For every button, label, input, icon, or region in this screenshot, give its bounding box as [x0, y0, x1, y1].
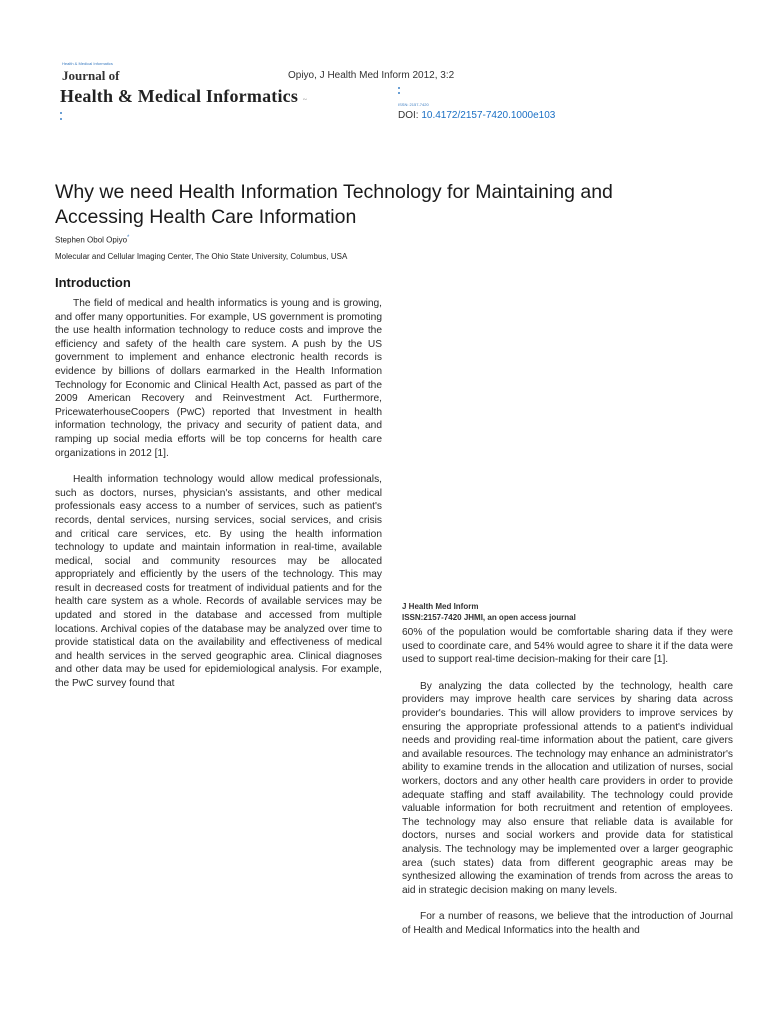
doi-link[interactable]: 10.4172/2157-7420.1000e103 [421, 110, 556, 121]
masthead-tiny-logo: Health & Medical Informatics [62, 61, 113, 66]
author-footnote-mark[interactable]: * [127, 235, 130, 241]
author-line [55, 235, 129, 245]
paragraph: Health information technology would allow medical professionals, such as doctors, nurses, physician's assistants, and other medical professionals easy access to a number of services, such as patient's records, dental services, nursing services, social services, and crisis and critical care services, etc. By using the health information technology to update and maintain information in real-time, available medical, social and community resources may be allocated appropriately and efficiently by the users of the technology. This may result in decreased costs for treatment of individual patients and for the health care system as a whole. Records of available services may be updated and stored in the database and accessed from multiple locations. Archival copies of the database may be analyzed over time to provide statistical data on the availability and effectiveness of medical and health services in the served geographic area. Clinical diagnoses and other data may be used for epidemiological analysis. For example, the PwC survey found that [55, 474, 382, 690]
issn-tiny: ISSN: 2157-7420 [398, 102, 429, 107]
journal-name [60, 86, 307, 107]
masthead-dot [60, 112, 62, 114]
doi-row [398, 110, 555, 121]
author-name: Stephen Obol Opiyo [55, 235, 128, 245]
paragraph: By analyzing the data collected by the technology, health care providers may improve health care services by sharing data across provider's boundaries. This will allow providers to improve services by ensuring the appropriate professional attends to a patient's individual needs and providing real-time information about the patient, care givers and available resources. The technology may enhance an administrator's ability to examine trends in the allocation and utilization of nurses, social workers, doctors and any other health care providers in order to provide adequate staffing and staff availability. The technology could provide valuable information for both recruitment and retention of employees. The technology may also ensure that reliable data is available for doctors, nurses and social workers and provide data for statistical analysis. The technology may be implemented over a larger geographic area (such states) data from different geographic areas may be synthesized allowing the examination of trends from across the areas to aid in strategic decision making on many levels. [402, 680, 733, 896]
journal-of-label: Journal of [62, 68, 120, 83]
paragraph: For a number of reasons, we believe that the introduction of Journal of Health and Medical Informatics into the health and [402, 911, 733, 936]
affiliation: Molecular and Cellular Imaging Center, The Ohio State University, Columbus, USA [55, 252, 348, 261]
paragraph: 60% of the population would be comfortable sharing data if they were used to coordinate care, and 54% would agree to share it if the data were used to support real-time decision-making for their care [1]. [402, 627, 733, 666]
article-title: Why we need Health Information Technology for Maintaining and Accessing Health Care Information [55, 181, 613, 228]
journal-footer-issn: ISSN:2157-7420 JHMI, an open access journal [402, 613, 576, 622]
citation-line: Opiyo, J Health Med Inform 2012, 3:2 [288, 70, 455, 81]
journal-name-dash: ~ [302, 95, 308, 104]
journal-footer-name: J Health Med Inform [402, 602, 479, 611]
doi-label: DOI: [398, 110, 419, 121]
journal-name-text: Health & Medical Informatics [60, 86, 299, 106]
header-dot [398, 87, 400, 89]
header-dot [398, 92, 400, 94]
section-heading: Introduction [55, 275, 131, 290]
paragraph: The field of medical and health informatics is young and is growing, and offer many opportunities. For example, US government is promoting the use health information technology to reduce costs and improve the efficiency and safety of the health care system. A push by the US government to implement and enhance electronic health records is evidence by billions of dollars earmarked in the Health Information Technology for Economic and Clinical Health Act, passed as part of the 2009 American Recovery and Reinvestment Act. Furthermore, PricewaterhouseCoopers (PwC) reported that Investment in health information technology, the privacy and security of patient data, and ramping up social media efforts will be top concerns for health care organizations in 2012 [1]. [55, 298, 382, 459]
masthead-dot [60, 118, 62, 120]
right-column [402, 626, 733, 937]
left-column [55, 297, 382, 691]
